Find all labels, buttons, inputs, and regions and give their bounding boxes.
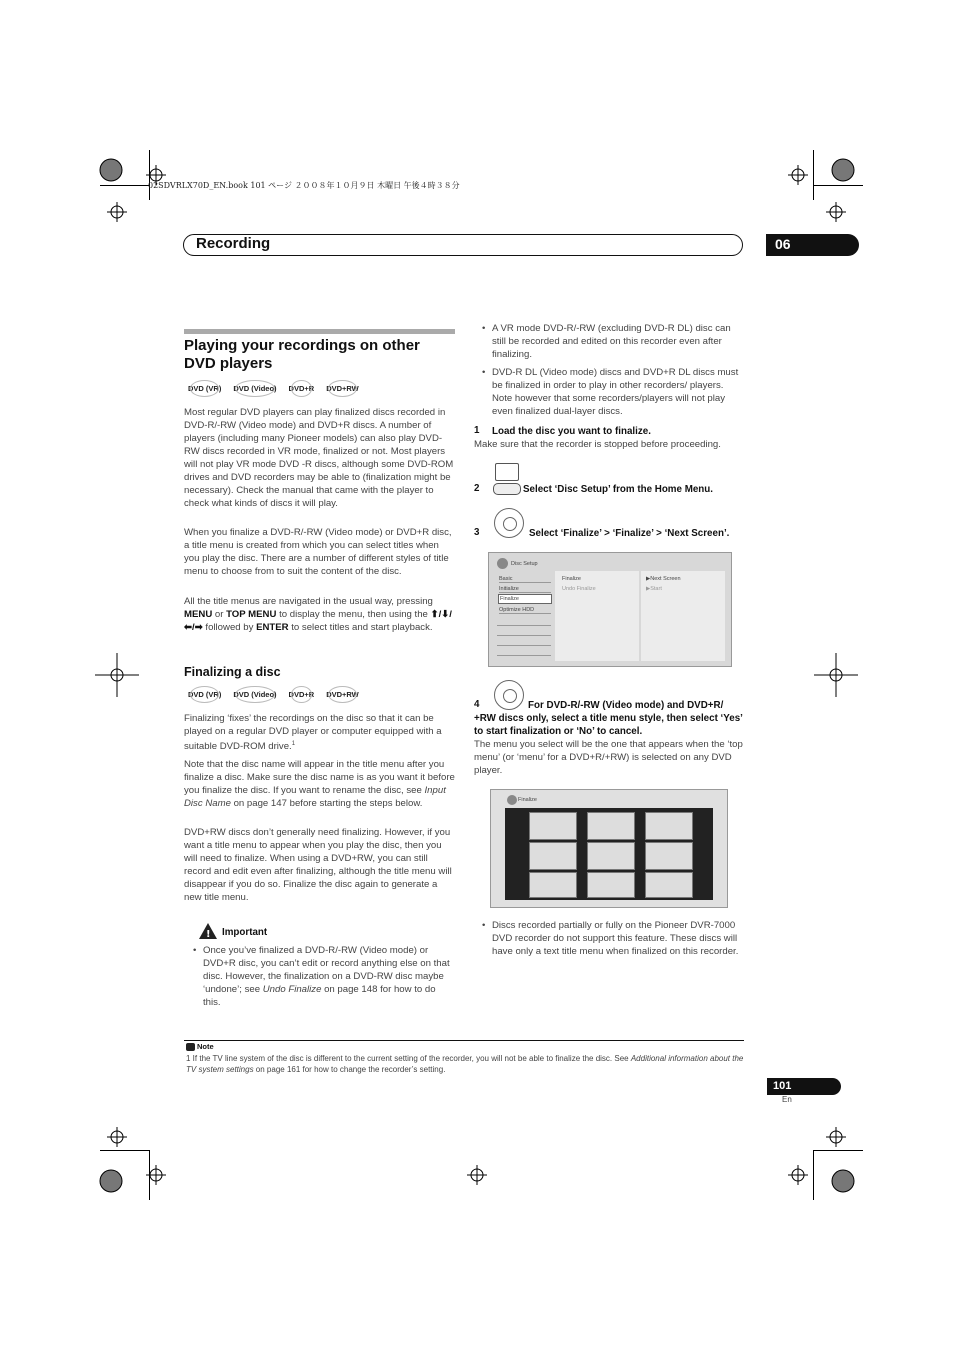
step-instruction: Load the disc you want to finalize. [492, 426, 651, 437]
chapter-number: 06 [775, 236, 791, 252]
disc-type-badges [186, 384, 361, 393]
step-number: 1 [474, 425, 480, 436]
step-number: 4 [474, 699, 480, 710]
screen-title: Finalize [518, 797, 537, 803]
note-icon [186, 1043, 195, 1051]
title-menu-paragraph: When you finalize a DVD-R/-RW (Video mode) or DVD+R disc, a title menu is created from which you can select titles when you play the disc. There are a number of different styles of title menu to choose from to suit the content of the disc. [184, 527, 452, 577]
disc-name-paragraph: Note that the disc name will appear in the title menu after you finalize a disc. Make sure the disc name is as you want it before you finalize the disc. If you want to rename the disc, see Input Disc Name on page 147 before starting the steps below. [184, 759, 455, 809]
options-panel [555, 571, 639, 661]
option-item: Undo Finalize [562, 586, 596, 592]
dual-layer-bullet: • DVD-R DL (Video mode) discs and DVD+R DL discs must be finalized in order to play in other recorders/ players. Note however that some recorders/players will not play even finalized dual-layer discs. [492, 366, 744, 418]
dvr-7000-bullet: • Discs recorded partially or fully on the Pioneer DVR-7000 DVD recorder do not support this feature. These discs will have only a text title menu when finalized on this recorder. [492, 919, 744, 958]
disc-type-badges [186, 690, 361, 699]
warning-icon [198, 922, 218, 940]
svg-text:!: ! [206, 929, 211, 940]
step-number: 3 [474, 527, 480, 538]
step-instruction: For DVD-R/-RW (Video mode) and DVD+R/ +RW discs only, select a title menu style, then select ‘Yes’ to start finalization or ‘No’ to cancel. [474, 700, 743, 737]
menu-item: Basic [499, 576, 551, 583]
step-instruction: Select ‘Finalize’ > ‘Finalize’ > ‘Next Screen’. [529, 528, 730, 539]
badge-dvd-video: DVD (Video) [233, 384, 277, 393]
finalize-screen [490, 789, 728, 908]
dvd-plus-rw-paragraph: DVD+RW discs don’t generally need finalizing. However, if you want a title menu to appear when you play the disc, then you will need to finalize. When using a DVD+RW, you can still record and edit even after finalizing, although the title menu will disappear if you do so. Finalize the disc again to generate a new title menu. [184, 827, 452, 903]
navigation-paragraph: All the title menus are navigated in the usual way, pressing MENU or TOP MENU to display the menu, then using the ⬆/⬇/⬅/➡ followed by ENTER to select titles and start playback. [184, 596, 452, 633]
note-label: Note [186, 1042, 214, 1051]
screen-title: Disc Setup [511, 561, 538, 567]
print-header: 02SDVRLX70D_EN.book 101 ページ ２００８年１０月９日 木曜日 午後４時３８分 [148, 181, 460, 190]
badge-dvd-plus-rw: DVD+RW [326, 690, 359, 699]
action-panel [641, 571, 725, 661]
section-rule [184, 329, 455, 334]
disc-setup-screen [488, 552, 732, 667]
important-label: Important [222, 927, 268, 938]
page-language: En [782, 1095, 792, 1104]
finalize-intro-paragraph: Finalizing ‘fixes’ the recordings on the disc so that it can be played on a regular DVD player or computer equipped with a suitable DVD-ROM drive.$^1$ [184, 713, 442, 753]
chapter-title: Recording [196, 235, 271, 252]
menu-item: Optimize HDD [499, 607, 551, 614]
step-number: 2 [474, 483, 480, 494]
action-item: ▶Start [646, 586, 662, 592]
footnote: 1 If the TV line system of the disc is different to the current setting of the recorder, you will not be able to finalize the disc. See Additional information about the TV system settings on page 161 for how to change the recorder’s setting. [186, 1054, 744, 1074]
option-item: Finalize [562, 576, 581, 582]
badge-dvd-plus-r: DVD+R [288, 384, 315, 393]
remote-key-icon [493, 483, 521, 495]
step-note: Make sure that the recorder is stopped before proceeding. [474, 439, 721, 450]
menu-item-selected: Finalize [498, 594, 552, 604]
step-note: The menu you select will be the one that appears when the ‘top menu’ (or ‘menu’ for a DVD+R/+RW) is selected on any DVD player. [474, 739, 743, 776]
disc-icon [497, 558, 508, 569]
action-item: ▶Next Screen [646, 576, 681, 582]
page-number: 101 [773, 1080, 792, 1092]
step-instruction: Select ‘Disc Setup’ from the Home Menu. [523, 484, 713, 495]
important-bullet: • Once you’ve finalized a DVD-R/-RW (Video mode) or DVD+R disc, you can’t edit or record anything else on that disc. However, the finalization on a DVD-RW disc maybe ‘undone’; see Undo Finalize on page 148 for how to do this. [203, 944, 455, 1009]
badge-dvd-vr: DVD (VR) [188, 690, 222, 699]
badge-dvd-plus-rw: DVD+RW [326, 384, 359, 393]
vr-mode-bullet: • A VR mode DVD-R/-RW (excluding DVD-R DL) disc can still be recorded and edited on this recorder even after finalizing. [492, 322, 744, 361]
intro-paragraph: Most regular DVD players can play finalized discs recorded in DVD-R/-RW (Video mode) and DVD+R discs. A number of players (including many Pioneer models) can also play DVD-RW discs recorded in VR mode, finalized or not. Most players will not play VR mode DVD -R discs, although some DVD-ROM drives and DVD recorders may be able to (finalization might be necessary). Check the manual that came with the player to check what kinds of discs it will play. [184, 407, 454, 509]
subsection-title: Finalizing a disc [184, 665, 281, 679]
joystick-icon [494, 508, 524, 538]
badge-dvd-video: DVD (Video) [233, 690, 277, 699]
home-menu-button-icon [495, 463, 519, 481]
title-menu-styles [505, 808, 713, 900]
menu-item: Initialize [499, 586, 551, 593]
badge-dvd-plus-r: DVD+R [288, 690, 315, 699]
disc-icon [507, 795, 517, 805]
section-title: Playing your recordings on other DVD players [184, 337, 420, 372]
badge-dvd-vr: DVD (VR) [188, 384, 222, 393]
note-rule [184, 1040, 744, 1041]
